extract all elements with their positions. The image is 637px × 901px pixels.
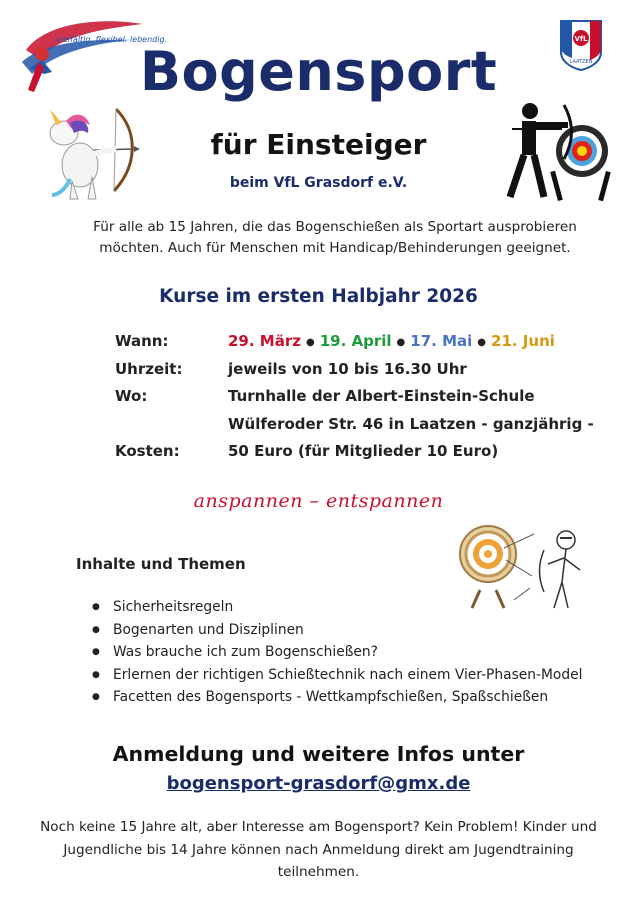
time-row: [115, 356, 594, 384]
subtitle: für Einsteiger: [210, 128, 427, 161]
date-4: 21. Juni: [491, 332, 555, 350]
club-name: beim VfL Grasdorf e.V.: [229, 175, 408, 191]
where-line-2: Wülferoder Str. 46 in Laatzen - ganzjährig -: [228, 414, 594, 433]
list-item-text: Facetten des Bogensports - Wettkampfschießen, Spaßschießen: [113, 689, 549, 705]
when-row: [115, 328, 594, 356]
list-item-text: Bogenarten und Disziplinen: [113, 621, 304, 638]
date-separator: ●: [396, 337, 406, 348]
topics-title: Inhalte und Themen: [76, 555, 246, 573]
time-value: jeweils von 10 bis 16.30 Uhr: [228, 359, 467, 378]
list-item: [92, 619, 582, 642]
list-item: [92, 596, 582, 619]
cost-label: Kosten:: [115, 442, 180, 460]
slogan: anspannen – entspannen: [193, 490, 444, 512]
list-item-text: Was brauche ich zum Bogenschießen?: [113, 644, 378, 660]
topics-list: [92, 596, 582, 709]
bullet-icon: ●: [92, 692, 100, 702]
page-title: Bogensport: [139, 40, 498, 103]
date-1: 29. März: [228, 332, 301, 350]
bullet-icon: ●: [92, 624, 100, 635]
courses-title: Kurse im ersten Halbjahr 2026: [159, 286, 478, 307]
course-info: [115, 328, 594, 466]
badge-text: LAATZEN: [569, 59, 593, 65]
registration-title: Anmeldung und weitere Infos unter: [112, 742, 525, 766]
date-separator: ●: [305, 337, 315, 348]
where-row-2: [115, 411, 594, 439]
where-label: Wo:: [115, 387, 148, 405]
svg-text:VfL: VfL: [574, 35, 588, 43]
cost-value: 50 Euro (für Mitglieder 10 Euro): [228, 442, 499, 460]
date-3: 17. Mai: [410, 332, 473, 350]
where-row: [115, 383, 594, 411]
where-line-1: Turnhalle der Albert-Einstein-Schule: [228, 387, 535, 405]
logo-slogan-text: vielfältig. flexibel. lebendig.: [56, 35, 168, 44]
list-item: [92, 686, 582, 709]
list-item-text: Sicherheitsregeln: [113, 599, 234, 615]
date-separator: ●: [477, 337, 487, 348]
dates: [228, 328, 555, 356]
list-item: [92, 664, 582, 687]
list-item-text: Erlernen der richtigen Schießtechnik nach einem Vier-Phasen-Model: [113, 666, 583, 683]
date-2: 19. April: [319, 332, 392, 350]
intro-text: Für alle ab 15 Jahren, die das Bogenschießen als Sportart ausprobieren möchten. Auch für Menschen mit Handicap/Behinderungen geeignet.: [93, 219, 577, 256]
bullet-icon: ●: [92, 669, 100, 680]
cost-row: [115, 438, 594, 466]
email-link[interactable]: bogensport-grasdorf@gmx.de: [166, 773, 471, 794]
time-label: Uhrzeit:: [115, 359, 183, 378]
footer-text: Noch keine 15 Jahre alt, aber Interesse am Bogensport? Kein Problem! Kinder und Jugendliche bis 14 Jahre können nach Anmeldung direkt am Jugendtraining teilnehmen.: [40, 819, 597, 880]
bullet-icon: ●: [92, 602, 100, 612]
bullet-icon: ●: [92, 647, 100, 657]
when-label: Wann:: [115, 332, 169, 350]
list-item: [92, 641, 582, 664]
